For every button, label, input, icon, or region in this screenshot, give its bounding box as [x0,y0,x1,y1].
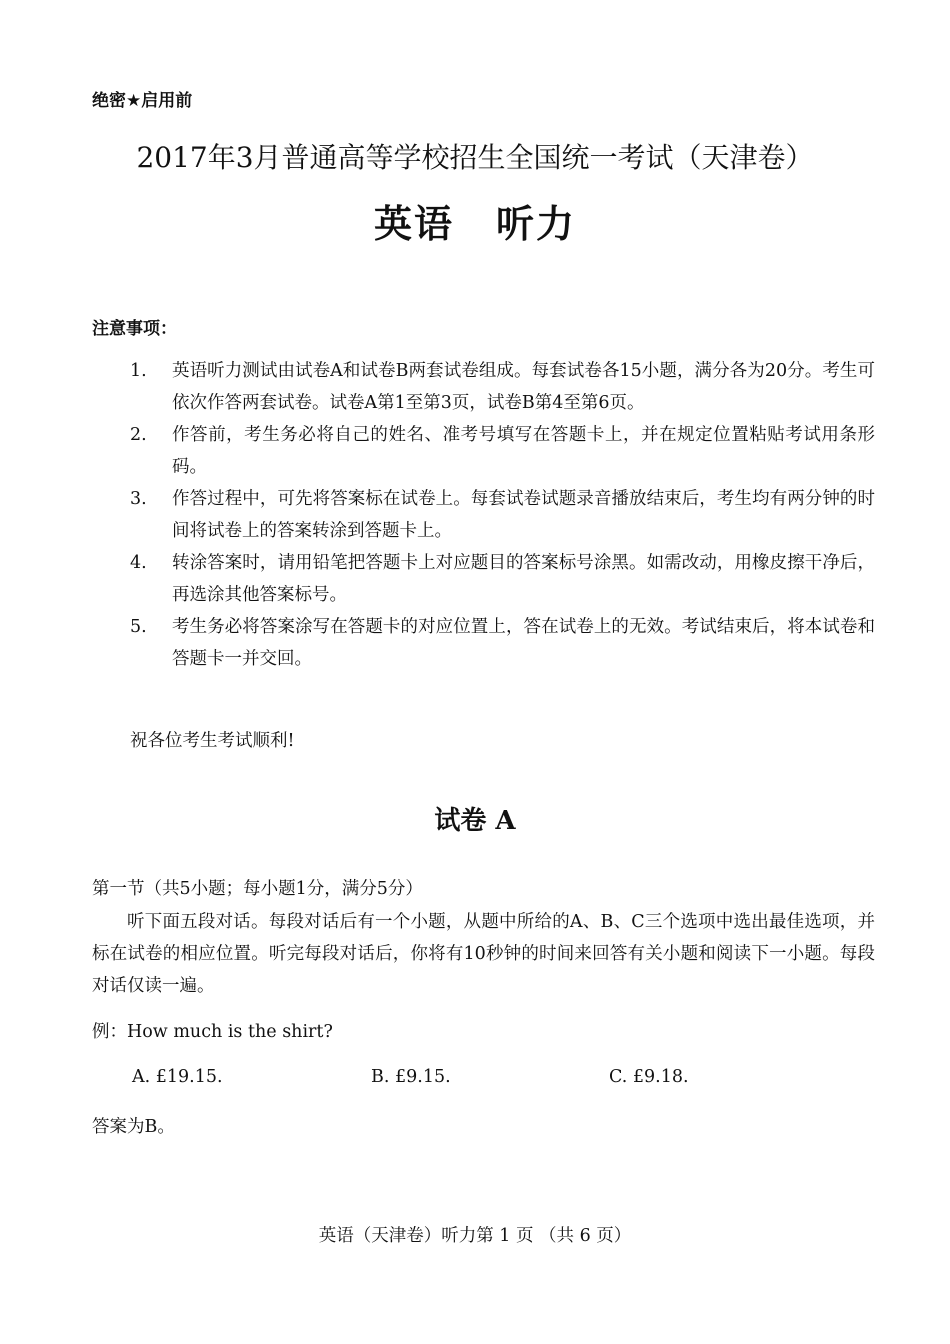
example-question: 例：How much is the shirt? [92,1022,333,1042]
notice-item [130,611,875,675]
example-option-a: A. £19.15. [132,1067,223,1087]
notice-item-text: 转涂答案时，请用铅笔把答题卡上对应题目的答案标号涂黑。如需改动，用橡皮擦干净后，再选涂其他答案标号。 [172,553,875,605]
notice-item-number: 3. [130,489,147,509]
notice-item-text: 英语听力测试由试卷A和试卷B两套试卷组成。每套试卷各15小题，满分各为20分。考生可依次作答两套试卷。试卷A第1至第3页，试卷B第4至第6页。 [172,361,875,413]
example-option-b: B. £9.15. [371,1067,451,1087]
subject-title [0,193,950,248]
notice-item [130,419,875,483]
example-option-c: C. £9.18. [609,1067,689,1087]
notice-item-text: 考生务必将答案涂写在答题卡的对应位置上，答在试卷上的无效。考试结束后，将本试卷和答题卡一并交回。 [172,617,875,669]
notice-item-text: 作答过程中，可先将答案标在试卷上。每套试卷试题录音播放结束后，考生均有两分钟的时间将试卷上的答案转涂到答题卡上。 [172,489,875,541]
exam-title: 2017年3月普通高等学校招生全国统一考试（天津卷） [136,141,814,174]
paper-a-title: 试卷 A [434,806,516,836]
notice-item-number: 1. [130,361,147,381]
notice-item-text: 作答前，考生务必将自己的姓名、准考号填写在答题卡上，并在规定位置粘贴考试用条形码。 [172,425,875,477]
example-answer: 答案为B。 [92,1117,175,1137]
part-heading: 第一节（共5小题；每小题1分，满分5分） [92,879,423,899]
notice-item-number: 2. [130,425,147,445]
part-instructions: 听下面五段对话。每段对话后有一个小题，从题中所给的A、B、C三个选项中选出最佳选项，并标在试卷的相应位置。听完每段对话后，你将有10秒钟的时间来回答有关小题和阅读下一小题。每段对话仅读一遍。 [92,912,875,996]
notice-item-number: 4. [130,553,147,573]
notice-list [130,355,875,675]
subject-name: 英语 [373,202,454,246]
section-name: 听力 [496,202,577,246]
notice-heading: 注意事项： [92,319,177,339]
notice-item [130,547,875,611]
notice-item-number: 5. [130,617,147,637]
page-footer: 英语（天津卷）听力第 1 页 （共 6 页） [318,1226,632,1246]
good-luck-message: 祝各位考生考试顺利! [130,731,295,751]
confidential-label: 绝密★启用前 [92,91,193,111]
notice-item [130,483,875,547]
notice-item [130,355,875,419]
